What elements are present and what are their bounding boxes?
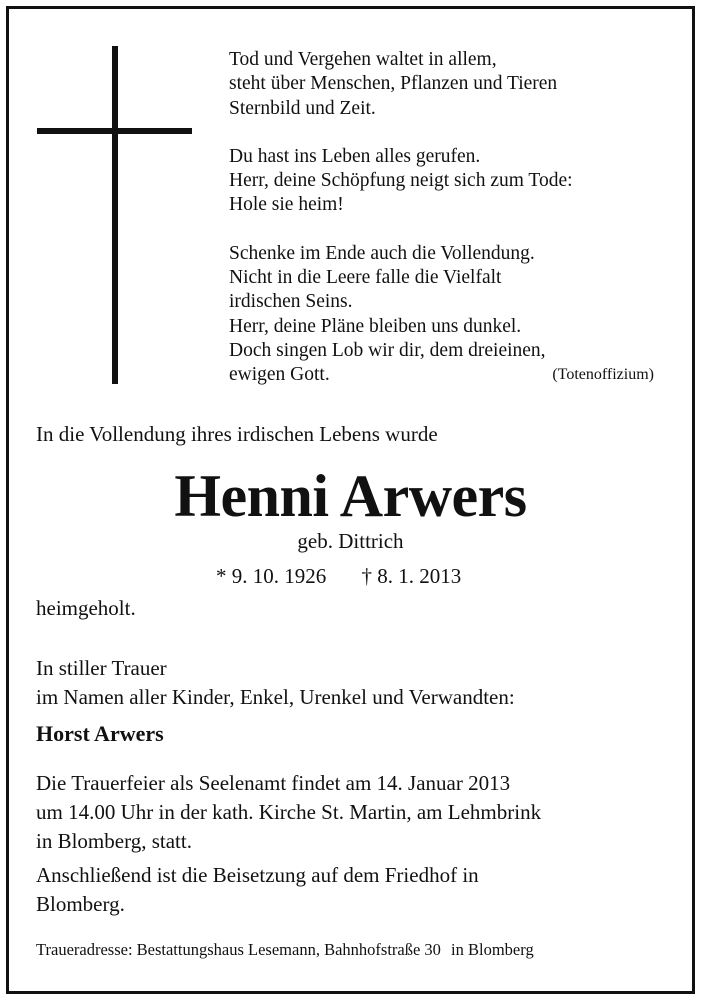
cross-vertical-bar [112,46,118,384]
life-dates [216,564,461,589]
birth-date: * 9. 10. 1926 [216,564,327,588]
death-date: † 8. 1. 2013 [361,564,462,588]
poem-stanza-2 [229,145,669,218]
poem-line: Doch singen Lob wir dir, dem dreieinen, [229,339,546,361]
notice-outro: heimgeholt. [36,596,136,620]
service-line: Die Trauerfeier als Seelenamt findet am 14. Januar 2013 [36,771,511,795]
burial-line: Blomberg. [36,892,125,916]
poem-line: steht über Menschen, Pflanzen und Tieren [229,73,558,95]
poem-line: Sternbild und Zeit. [229,97,376,119]
poem-line: irdischen Seins. [229,291,353,313]
poem-stanza-1 [229,48,669,121]
address-text: Traueradresse: Bestattungshaus Lesemann, Bahnhofstraße 30 [36,940,441,959]
poem-line: Nicht in die Leere falle die Vielfalt [229,267,502,289]
mourning-address [36,940,534,960]
poem-last-line [229,363,654,387]
poem-line: Tod und Vergehen waltet in allem, [229,49,497,70]
service-info [36,769,541,856]
poem-stanza-3 [229,242,669,388]
burial-line: Anschließend ist die Beisetzung auf dem Friedhof in [36,863,479,887]
poem-line: Herr, deine Pläne bleiben uns dunkel. [229,315,522,337]
poem-line: Herr, deine Schöpfung neigt sich zum Tode: [229,170,573,192]
service-line: in Blomberg, statt. [36,829,192,853]
poem-source: (Totenoffizium) [552,366,654,384]
mourning-text [36,654,515,712]
burial-info [36,861,479,919]
birth-name: geb. Dittrich [297,529,404,553]
mourning-line: im Namen aller Kinder, Enkel, Urenkel und Verwandten: [36,685,515,709]
service-line: um 14.00 Uhr in der kath. Kirche St. Martin, am Lehmbrink [36,800,542,824]
cross-horizontal-bar [37,128,192,134]
notice-intro: In die Vollendung ihres irdischen Lebens wurde [36,422,438,446]
mourner-name: Horst Arwers [36,721,164,746]
poem-line: Du hast ins Leben alles gerufen. [229,145,481,167]
poem-line: Schenke im Ende auch die Vollendung. [229,242,535,264]
mourning-line: In stiller Trauer [36,656,167,680]
deceased-name: Henni Arwers [174,463,527,529]
poem-line: Hole sie heim! [229,194,344,216]
poem-line: ewigen Gott. [229,364,330,386]
poem [229,48,669,388]
address-city: in Blomberg [451,940,534,959]
